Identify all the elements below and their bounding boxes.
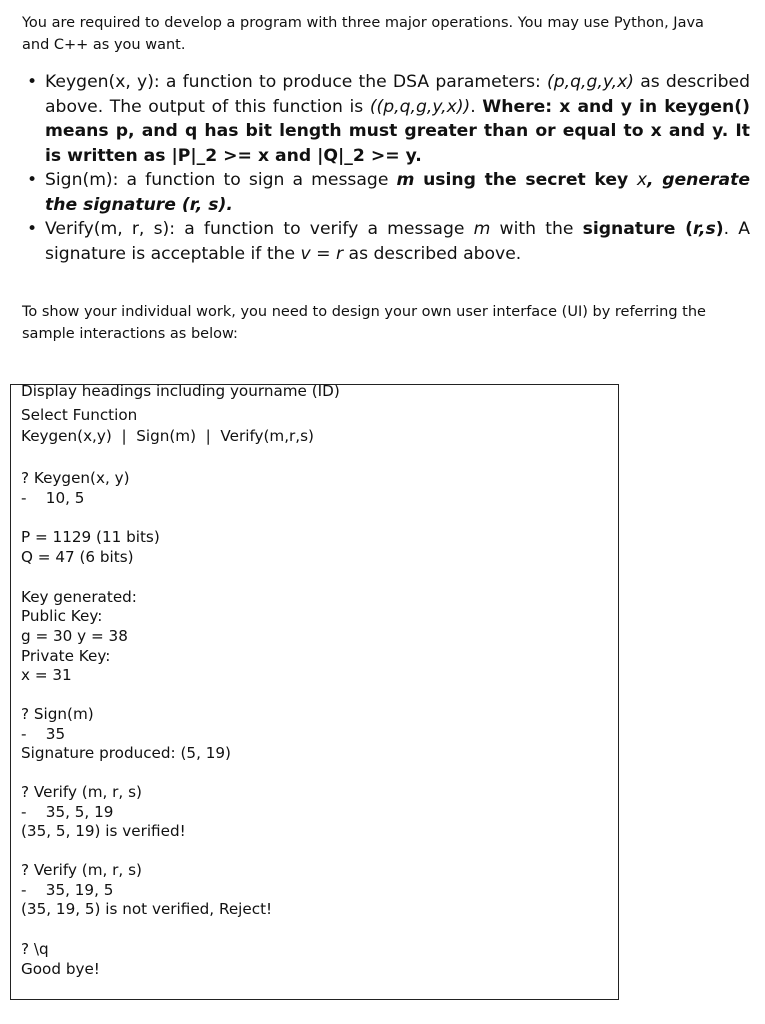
keygen-dot: . (470, 96, 483, 117)
console-line-x: x = 31 (21, 666, 72, 684)
console-line-quit: ? \q (21, 940, 49, 958)
sign-bold-mid: using the secret key (414, 170, 637, 190)
console-line-verify-prompt-1: ? Verify (m, r, s) (21, 783, 142, 801)
bullet-verify (22, 217, 750, 266)
sign-x: x (636, 170, 648, 190)
console-line-g-y: g = 30 y = 38 (21, 627, 128, 645)
sign-lead: Sign(m): a function to sign a message (45, 170, 397, 190)
keygen-lead: Keygen(x, y): a function to produce the DSA parameters: (45, 72, 547, 92)
console-line-verify-prompt-2: ? Verify (m, r, s) (21, 861, 142, 879)
keygen-bold-note: Where: x and y in keygen() means p, and q has bit length must greater than or equal to x and y. It is written as |P|_2 >= x and |Q|_2 >= y. (45, 96, 750, 166)
sample-console (10, 384, 619, 1000)
verify-lead: Verify(m, r, s): a function to verify a message (45, 219, 474, 239)
console-line-q: Q = 47 (6 bits) (21, 548, 134, 566)
console-line-p: P = 1129 (11 bits) (21, 528, 160, 546)
keygen-mid: as described above. The output of this function is (45, 72, 750, 117)
console-line-select: Select Function (21, 406, 138, 424)
console-line-sign-prompt: ? Sign(m) (21, 705, 94, 723)
keygen-params-2: ((p,q,g,y,x)) (369, 96, 471, 117)
verify-sig-bold: signature ( (582, 219, 694, 239)
ui-instructions: To show your individual work, you need to design your own user interface (UI) by referring the sample interactions as below: (22, 304, 706, 342)
console-line-keygen-input: - 10, 5 (21, 489, 85, 507)
sign-bold-italic: , generate the signature (r, s). (45, 170, 750, 215)
verify-tail-2: as described above. (343, 243, 522, 264)
console-line-verify-input-1: - 35, 5, 19 (21, 803, 114, 821)
bullet-keygen (22, 70, 750, 168)
console-line-heading: Display headings including yourname (ID) (21, 384, 340, 400)
sign-m: m (396, 170, 415, 190)
console-line-verify-input-2: - 35, 19, 5 (21, 881, 114, 899)
console-line-goodbye: Good bye! (21, 960, 100, 978)
verify-sig-close: ) (715, 219, 724, 239)
verify-mid: with the (490, 219, 583, 239)
bullet-sign (22, 168, 750, 217)
intro-paragraph: You are required to develop a program with three major operations. You may use Python, Java and C++ as you want. (22, 15, 704, 53)
verify-rs: r,s (693, 219, 716, 239)
verify-m: m (473, 219, 491, 239)
verify-v-eq-r: v = r (300, 243, 344, 264)
console-line-keygen-prompt: ? Keygen(x, y) (21, 469, 130, 487)
console-line-rejected: (35, 19, 5) is not verified, Reject! (21, 900, 273, 918)
console-line-private-key: Private Key: (21, 647, 111, 665)
console-line-menu: Keygen(x,y) | Sign(m) | Verify(m,r,s) (21, 427, 314, 445)
operations-list (22, 70, 750, 266)
console-line-key-generated: Key generated: (21, 588, 137, 606)
console-line-signature: Signature produced: (5, 19) (21, 744, 231, 762)
console-line-verified: (35, 5, 19) is verified! (21, 822, 186, 840)
keygen-params-1: (p,q,g,y,x) (547, 72, 635, 92)
console-line-sign-input: - 35 (21, 725, 66, 743)
console-line-public-key: Public Key: (21, 607, 103, 625)
verify-tail-1: . A signature is acceptable if the (45, 219, 751, 264)
